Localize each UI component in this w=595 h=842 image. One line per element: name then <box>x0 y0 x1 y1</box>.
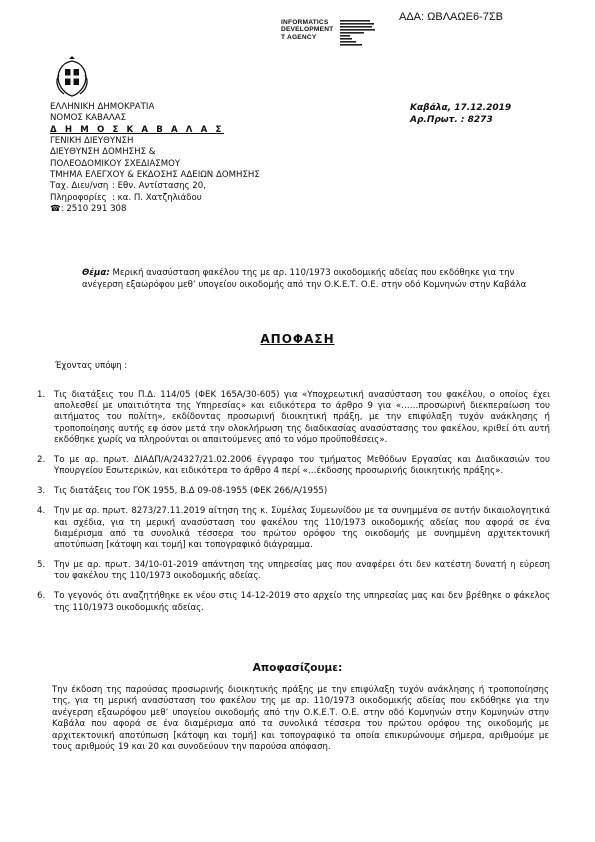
list-item <box>37 591 550 613</box>
prefecture-name: ΝΟΜΟΣ ΚΑΒΑΛΑΣ <box>50 113 127 124</box>
list-item <box>37 486 550 497</box>
list-item <box>37 455 550 477</box>
iria-line: INFORMATICS <box>281 19 329 26</box>
issuer-header <box>50 102 260 215</box>
item-text: Το γεγονός ότι αναζητήθηκε εκ νέου στις 14-12-2019 στο αρχείο της υπηρεσίας μας και δεν βρέθηκε ο φάκελος της 110/1973 οικοδομικής αδείας. <box>54 591 550 613</box>
item-text: Την με αρ. πρωτ. 8273/27.11.2019 αίτηση της κ. Συμέλας Συμεωνίδου με τα συνημμένα σε αυτήν δικαιολογητικά και σχέδια, για τη μερική ανασύσταση του φακέλου της 110/1973 οικοδομικής αδείας που αφορά σε ένα διαμέρισμα από τα συνολικά τέσσερα του πρώτου ορόφου της οικοδομής με συνημμένη αρχιτεκτονική αποτύπωση [κάτοψη και τομή] και τοπογραφικό διάγραμμα. <box>54 506 550 550</box>
address-value: : Εθν. Αντίστασης 20, <box>112 181 206 192</box>
iria-logo-small-print <box>340 20 376 64</box>
considerations-list <box>37 390 550 623</box>
address-row <box>50 181 260 192</box>
iria-line: T AGENCY <box>281 33 317 41</box>
item-text: Την με αρ. πρωτ. 34/10-01-2019 απάντηση της υπηρεσίας μας που αναφέρει ότι δεν κατέστη δυνατή η εύρεση του φακέλου της 110/1973 οικοδομικής αδείας. <box>54 560 550 582</box>
item-number: 4. <box>37 506 46 517</box>
item-text: Τις διατάξεις του ΓΟΚ 1955, Β.Δ 09-08-1955 (ΦΕΚ 266/Α/1955) <box>54 486 328 497</box>
document-title: ΑΠΟΦΑΣΗ <box>260 332 335 346</box>
list-item <box>37 560 550 582</box>
item-number: 5. <box>37 560 46 571</box>
greek-coat-of-arms-icon <box>52 55 92 99</box>
phone-number: ☎: 2510 291 308 <box>50 204 127 215</box>
decision-heading: Αποφασίζουμε: <box>252 662 343 674</box>
item-number: 1. <box>37 390 46 400</box>
iria-small-print-marks <box>340 20 376 62</box>
info-label: Πληροφορίες <box>50 192 107 203</box>
directorate-line-1: ΔΙΕΥΘΥΝΣΗ ΔΟΜΗΣΗΣ & <box>50 147 156 158</box>
item-number: 2. <box>37 454 46 465</box>
info-value: : κα. Π. Χατζηλιάδου <box>112 192 202 203</box>
considering-intro: Έχοντας υπόψη : <box>55 361 128 371</box>
subject-label: Θέμα: <box>82 268 110 278</box>
protocol-number: Αρ.Πρωτ. : 8273 <box>410 115 493 126</box>
iria-line: DEVELOPMENT <box>281 26 334 34</box>
address-label: Ταχ. Διευ/νση <box>50 181 109 192</box>
place-date: Καβάλα, 17.12.2019 <box>410 103 512 113</box>
item-number: 6. <box>37 591 46 602</box>
iria-logo-text <box>281 19 333 41</box>
list-item <box>37 506 550 551</box>
info-row <box>50 193 260 204</box>
list-item <box>37 390 550 446</box>
item-text: Τις διατάξεις του Π.Δ. 114/05 (ΦΕΚ 165Α/30-605) για «Υποχρεωτική ανασύσταση του φακέλου, ο οποίος έχει απολεσθεί με υπαιτιότητα της Υπηρεσίας» και ειδικότερα το άρθρο 9 για «……προσωρινή διεκπεραίωση του αιτήματος του πολίτη», εκδίδοντας προσωρινή διοικητική πράξη, με την επιφύλαξη τυχόν ανάκλησης ή τροποποίησης αυτής εφ όσον μετά την ολοκλήρωση της διαδικασίας ανασύστασης του φακέλου, κριθεί ότι αυτή εκδόθηκε χωρίς να πληρούνται οι απαιτούμενες από το νόμο προϋποθέσεις». <box>54 390 550 445</box>
decision-text: Την έκδοση της παρούσας προσωρινής διοικητικής πράξης με την επιφύλαξη τυχόν ανάκλησης ή τροποποίησης της, για τη μερική ανασύσταση του φακέλου της με αρ. 110/1973 οικοδομικής αδείας που εκδόθηκε για την ανέγερση εξαωρόφου μεθ’ υπογείου οικοδομής από την Ο.Κ.Ε.Τ. Ο.Ε. στην οδό Κομνηνών στην Κομνηνών στην Καβάλα που αφορά σε ένα διαμέρισμα από τα συνολικά τέσσερα του πρώτου ορόφου της οικοδομής με αρχιτεκτονική αποτύπωση [κάτοψη και τομή] και τοπογραφικό τα οποία επικυρώνουμε σήμερα, αριθμούμε με τους αριθμούς 19 και 20 και συνοδεύουν την παρούσα απόφαση. <box>52 685 549 753</box>
item-text: Το με αρ. πρωτ. ΔΙΑΔΠ/Α/24327/21.02.2006 έγγραφο του τμήματος Μεθόδων Εργασίας και Διαδικασιών του Υπουργείου Εσωτερικών, και ειδικότερα το άρθρο 4 περί «…έκδοσης προσωρινής διοικητικής πράξης». <box>54 454 550 477</box>
directorate-line-2: ΠΟΛΕΟΔΟΜΙΚΟΥ ΣΧΕΔΙΑΣΜΟΥ <box>50 158 181 169</box>
municipality-name: Δ Η Μ Ο Σ Κ Α Β Α Λ Α Σ <box>50 124 224 135</box>
item-number: 3. <box>37 486 46 497</box>
ada-code: ΑΔΑ: ΩΒΛΑΩΕ6-7ΣΒ <box>399 11 503 23</box>
document-meta <box>410 102 511 126</box>
republic-name: ΕΛΛΗΝΙΚΗ ΔΗΜΟΚΡΑΤΙΑ <box>50 102 155 112</box>
directorate-general: ΓΕΝΙΚΗ ΔΙΕΥΘΥΝΣΗ <box>50 136 134 147</box>
department-name: ΤΜΗΜΑ ΕΛΕΓΧΟΥ & ΕΚΔΟΣΗΣ ΑΔΕΙΩΝ ΔΟΜΗΣΗΣ <box>50 170 260 181</box>
subject-block <box>82 268 552 291</box>
subject-text: Μερική ανασύσταση φακέλου της με αρ. 110/1973 οικοδομικής αδείας που εκδόθηκε για την ανέγερση εξαωρόφου μεθ’ υπογείου οικοδομής από την Ο.Κ.Ε.Τ. Ο.Ε. στην οδό Κομνηνών στην Καβάλα <box>82 268 527 290</box>
